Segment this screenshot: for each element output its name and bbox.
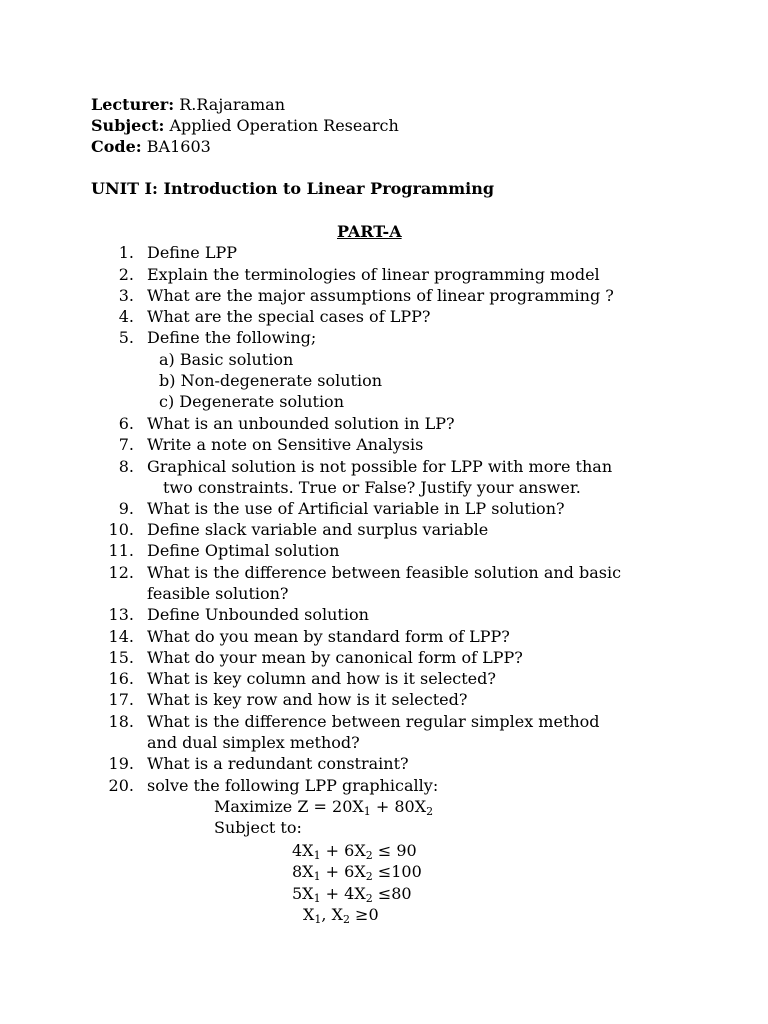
objective-prefix: Maximize Z = 20X <box>214 797 364 816</box>
question-number: 12. <box>108 563 134 582</box>
question-number: 7. <box>118 435 134 454</box>
question-text: What is key column and how is it selected? <box>147 669 496 688</box>
constraint-term: 4X <box>292 841 314 860</box>
question-text: What is a redundant constraint? <box>147 754 409 773</box>
subject-value: Applied Operation Research <box>169 116 399 135</box>
constraint-term: + 6X <box>320 841 366 860</box>
question-text: Define Optimal solution <box>147 541 340 560</box>
question-text: What is the difference between feasible solution and basic <box>147 563 622 582</box>
question-number: 2. <box>118 265 134 284</box>
non-negativity-line <box>303 904 379 925</box>
constraint-term: 8X <box>292 862 314 881</box>
sub-item: a) Basic solution <box>159 350 294 369</box>
question-number: 17. <box>108 690 134 709</box>
question-number: 16. <box>108 669 134 688</box>
question-number: 10. <box>108 520 134 539</box>
question-number: 11. <box>108 541 134 560</box>
constraint-relation: ≥0 <box>349 905 379 924</box>
question-text: Define LPP <box>147 243 237 262</box>
subscript: 1 <box>314 913 322 926</box>
question-continuation: two constraints. True or False? Justify your answer. <box>163 478 581 497</box>
question-number: 20. <box>108 776 134 795</box>
question-number: 18. <box>108 712 134 731</box>
constraint-term: + 4X <box>320 884 366 903</box>
question-text: Define the following; <box>147 328 317 347</box>
unit-title: UNIT I: Introduction to Linear Programming <box>91 179 495 198</box>
question-number: 19. <box>108 754 134 773</box>
question-text: solve the following LPP graphically: <box>147 776 439 795</box>
constraint-term: , X <box>321 905 343 924</box>
question-text: Define slack variable and surplus variable <box>147 520 489 539</box>
sub-item: b) Non-degenerate solution <box>159 371 383 390</box>
question-number: 3. <box>118 286 134 305</box>
question-text: Explain the terminologies of linear programming model <box>147 265 600 284</box>
subscript: 2 <box>365 870 373 883</box>
question-number: 1. <box>118 243 134 262</box>
constraint-term: X <box>303 905 315 924</box>
constraint-term: 5X <box>292 884 314 903</box>
question-text: What is the use of Artificial variable in LP solution? <box>147 499 565 518</box>
constraint-line <box>292 883 412 904</box>
question-text: What are the major assumptions of linear programming ? <box>147 286 614 305</box>
subscript: 1 <box>313 870 321 883</box>
constraint-relation: ≤80 <box>372 884 412 903</box>
constraint-relation: ≤100 <box>372 862 422 881</box>
constraint-term: + 6X <box>320 862 366 881</box>
objective-term: + 80X <box>370 797 427 816</box>
subject-label: Subject: <box>91 116 165 135</box>
question-number: 4. <box>118 307 134 326</box>
question-continuation: and dual simplex method? <box>147 733 360 752</box>
subscript: 2 <box>342 913 350 926</box>
sub-item: c) Degenerate solution <box>159 392 344 411</box>
constraint-relation: ≤ 90 <box>372 841 417 860</box>
subscript: 2 <box>365 892 373 905</box>
question-text: Write a note on Sensitive Analysis <box>147 435 424 454</box>
constraint-line <box>292 840 417 861</box>
subject-to-label: Subject to: <box>214 818 302 837</box>
lecturer-value: R.Rajaraman <box>179 95 286 114</box>
question-number: 13. <box>108 605 134 624</box>
question-continuation: feasible solution? <box>147 584 289 603</box>
question-number: 15. <box>108 648 134 667</box>
subject-line <box>91 115 399 136</box>
code-label: Code: <box>91 137 142 156</box>
code-value: BA1603 <box>146 137 211 156</box>
question-number: 5. <box>118 328 134 347</box>
question-number: 9. <box>118 499 134 518</box>
part-title: PART-A <box>337 222 402 241</box>
objective-function <box>214 796 433 817</box>
question-text: Define Unbounded solution <box>147 605 369 624</box>
subscript: 1 <box>313 849 321 862</box>
lecturer-line <box>91 94 285 115</box>
question-number: 6. <box>118 414 134 433</box>
question-number: 8. <box>118 457 134 476</box>
question-text: What is the difference between regular simplex method <box>147 712 600 731</box>
question-text: What is an unbounded solution in LP? <box>147 414 455 433</box>
code-line <box>91 136 211 157</box>
question-text: What do your mean by canonical form of LPP? <box>147 648 523 667</box>
subscript: 1 <box>313 892 321 905</box>
subscript: 2 <box>426 805 434 818</box>
lecturer-label: Lecturer: <box>91 95 175 114</box>
question-text: What are the special cases of LPP? <box>147 307 431 326</box>
question-text: What is key row and how is it selected? <box>147 690 468 709</box>
question-text: What do you mean by standard form of LPP? <box>147 627 510 646</box>
question-number: 14. <box>108 627 134 646</box>
subscript: 1 <box>363 805 371 818</box>
question-text: Graphical solution is not possible for LPP with more than <box>147 457 613 476</box>
constraint-line <box>292 861 422 882</box>
subscript: 2 <box>365 849 373 862</box>
